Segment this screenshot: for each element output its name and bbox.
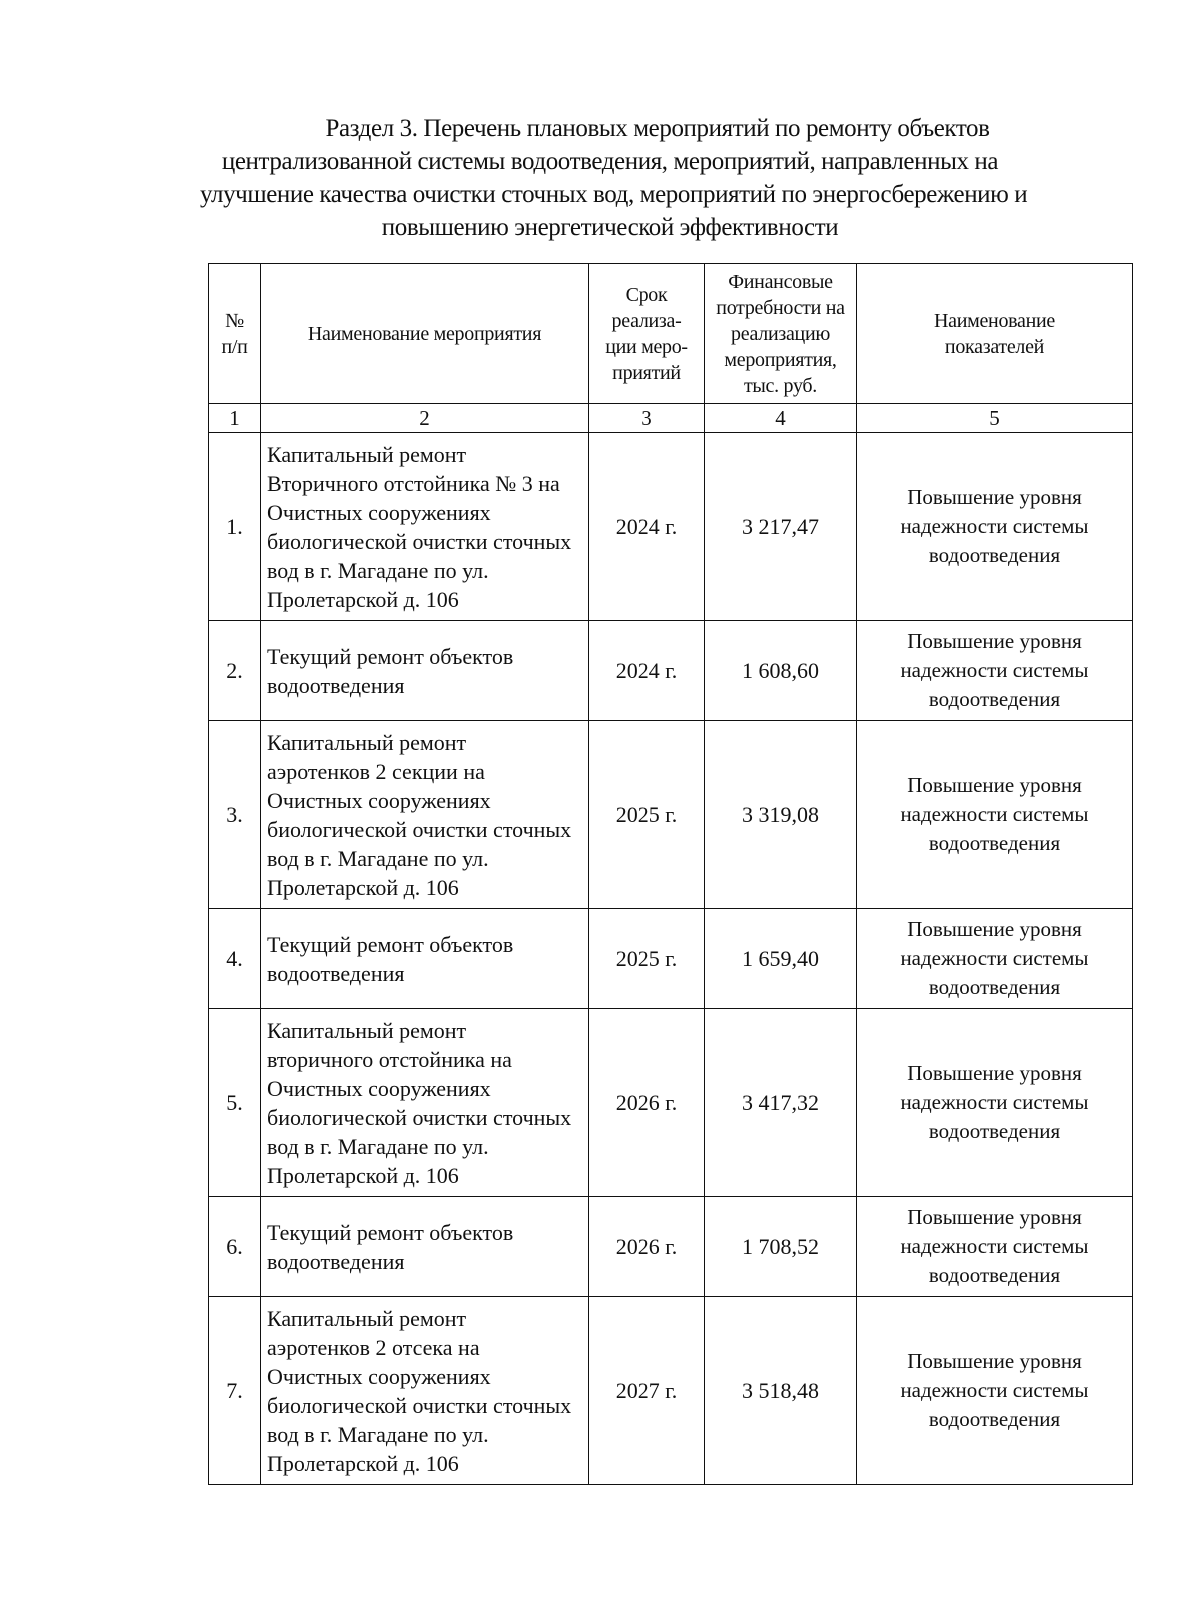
row-number-cell: 4.: [209, 909, 261, 1009]
table-row: [209, 621, 1133, 721]
indicator-line: надежности системы: [900, 514, 1089, 538]
term-cell: 2025 г.: [589, 721, 705, 909]
indicator-line: надежности системы: [900, 802, 1089, 826]
term-cell: 2025 г.: [589, 909, 705, 1009]
term-cell: 2026 г.: [589, 1009, 705, 1197]
indicator-line: водоотведения: [928, 1263, 1061, 1287]
indicator-cell: [857, 621, 1133, 721]
measure-name-line: Пролетарской д. 106: [267, 874, 459, 900]
indicator-line: водоотведения: [928, 831, 1061, 855]
finance-cell: 1 659,40: [705, 909, 857, 1009]
row-number-cell: 1.: [209, 433, 261, 621]
column-number: 2: [261, 404, 589, 433]
indicator-line: надежности системы: [900, 1378, 1089, 1402]
finance-cell: 1 708,52: [705, 1197, 857, 1297]
row-number-cell: 7.: [209, 1297, 261, 1485]
header-cell-term: Срок реализа- ции меро- приятий: [589, 264, 705, 404]
term-cell: 2024 г.: [589, 433, 705, 621]
measure-name-line: Текущий ремонт объектов: [267, 931, 514, 957]
measure-name-line: Текущий ремонт объектов: [267, 1219, 514, 1245]
measure-name-line: Капитальный ремонт: [267, 1305, 467, 1331]
measure-name-line: Текущий ремонт объектов: [267, 643, 514, 669]
measure-name-line: вод в г. Магадане по ул.: [267, 1421, 489, 1447]
finance-cell: 3 417,32: [705, 1009, 857, 1197]
measure-name-line: Пролетарской д. 106: [267, 586, 459, 612]
header-cell-name: Наименование мероприятия: [261, 264, 589, 404]
measure-name-cell: [261, 1197, 589, 1297]
section-title: [200, 112, 1028, 244]
finance-cell: 1 608,60: [705, 621, 857, 721]
measure-name-line: Очистных сооружениях: [267, 1075, 491, 1101]
table-row: [209, 1297, 1133, 1485]
measure-name-line: биологической очистки сточных: [267, 528, 572, 554]
table-row: [209, 721, 1133, 909]
row-number-cell: 3.: [209, 721, 261, 909]
measure-name-line: водоотведения: [267, 1248, 405, 1274]
measure-name-line: Очистных сооружениях: [267, 1363, 491, 1389]
measure-name-cell: [261, 1009, 589, 1197]
measure-name-line: биологической очистки сточных: [267, 1392, 572, 1418]
indicator-line: Повышение уровня: [907, 1205, 1082, 1229]
title-line: Раздел 3. Перечень плановых мероприятий по ремонту объектов: [325, 115, 990, 142]
term-cell: 2027 г.: [589, 1297, 705, 1485]
header-cell-number: № п/п: [209, 264, 261, 404]
indicator-line: Повышение уровня: [907, 1061, 1082, 1085]
measure-name-line: Капитальный ремонт: [267, 729, 467, 755]
row-number-cell: 5.: [209, 1009, 261, 1197]
table-row: [209, 1009, 1133, 1197]
row-number-cell: 6.: [209, 1197, 261, 1297]
table-header-row: [209, 264, 1133, 404]
measure-name-line: Капитальный ремонт: [267, 1017, 467, 1043]
measure-name-line: аэротенков 2 секции на: [267, 758, 485, 784]
measure-name-line: водоотведения: [267, 672, 405, 698]
table-row: [209, 1197, 1133, 1297]
indicator-line: надежности системы: [900, 1090, 1089, 1114]
indicator-line: водоотведения: [928, 543, 1061, 567]
indicator-line: водоотведения: [928, 1407, 1061, 1431]
header-cell-finance: Финансовые потребности на реализацию мероприятия, тыс. руб.: [705, 264, 857, 404]
measure-name-cell: [261, 621, 589, 721]
measure-name-line: вторичного отстойника на: [267, 1046, 512, 1072]
indicator-line: Повышение уровня: [907, 773, 1082, 797]
table-body: [209, 433, 1133, 1485]
measure-name-line: вод в г. Магадане по ул.: [267, 845, 489, 871]
indicator-cell: [857, 721, 1133, 909]
column-number: 1: [209, 404, 261, 433]
indicator-line: Повышение уровня: [907, 485, 1082, 509]
finance-cell: 3 217,47: [705, 433, 857, 621]
finance-cell: 3 518,48: [705, 1297, 857, 1485]
term-cell: 2024 г.: [589, 621, 705, 721]
term-cell: 2026 г.: [589, 1197, 705, 1297]
column-number-row: [209, 404, 1133, 433]
finance-cell: 3 319,08: [705, 721, 857, 909]
row-number-cell: 2.: [209, 621, 261, 721]
measure-name-cell: [261, 909, 589, 1009]
title-line: повышению энергетической эффективности: [381, 214, 839, 241]
measure-name-cell: [261, 433, 589, 621]
indicator-line: Повышение уровня: [907, 629, 1082, 653]
column-number: 3: [589, 404, 705, 433]
measure-name-line: Очистных сооружениях: [267, 499, 491, 525]
indicator-cell: [857, 1197, 1133, 1297]
measure-name-line: Вторичного отстойника № 3 на: [267, 470, 560, 496]
indicator-cell: [857, 1297, 1133, 1485]
measure-name-line: биологической очистки сточных: [267, 1104, 572, 1130]
measures-table: [208, 263, 1133, 1485]
indicator-line: водоотведения: [928, 1119, 1061, 1143]
measure-name-line: Капитальный ремонт: [267, 441, 467, 467]
measure-name-line: вод в г. Магадане по ул.: [267, 557, 489, 583]
measure-name-line: Очистных сооружениях: [267, 787, 491, 813]
measure-name-line: вод в г. Магадане по ул.: [267, 1133, 489, 1159]
indicator-cell: [857, 1009, 1133, 1197]
measure-name-line: Пролетарской д. 106: [267, 1162, 459, 1188]
column-number: 5: [857, 404, 1133, 433]
measure-name-line: биологической очистки сточных: [267, 816, 572, 842]
measure-name-line: аэротенков 2 отсека на: [267, 1334, 480, 1360]
column-number: 4: [705, 404, 857, 433]
indicator-line: Повышение уровня: [907, 1349, 1082, 1373]
measure-name-cell: [261, 1297, 589, 1485]
indicator-cell: [857, 909, 1133, 1009]
title-line: централизованной системы водоотведения, мероприятий, направленных на: [221, 148, 999, 175]
indicator-line: водоотведения: [928, 975, 1061, 999]
measure-name-line: водоотведения: [267, 960, 405, 986]
title-line: улучшение качества очистки сточных вод, мероприятий по энергосбережению и: [200, 181, 1028, 208]
table-row: [209, 433, 1133, 621]
indicator-cell: [857, 433, 1133, 621]
indicator-line: надежности системы: [900, 946, 1089, 970]
measure-name-cell: [261, 721, 589, 909]
table-row: [209, 909, 1133, 1009]
indicator-line: водоотведения: [928, 687, 1061, 711]
measure-name-line: Пролетарской д. 106: [267, 1450, 459, 1476]
header-cell-indicators: Наименование показателей: [857, 264, 1133, 404]
indicator-line: Повышение уровня: [907, 917, 1082, 941]
indicator-line: надежности системы: [900, 1234, 1089, 1258]
indicator-line: надежности системы: [900, 658, 1089, 682]
